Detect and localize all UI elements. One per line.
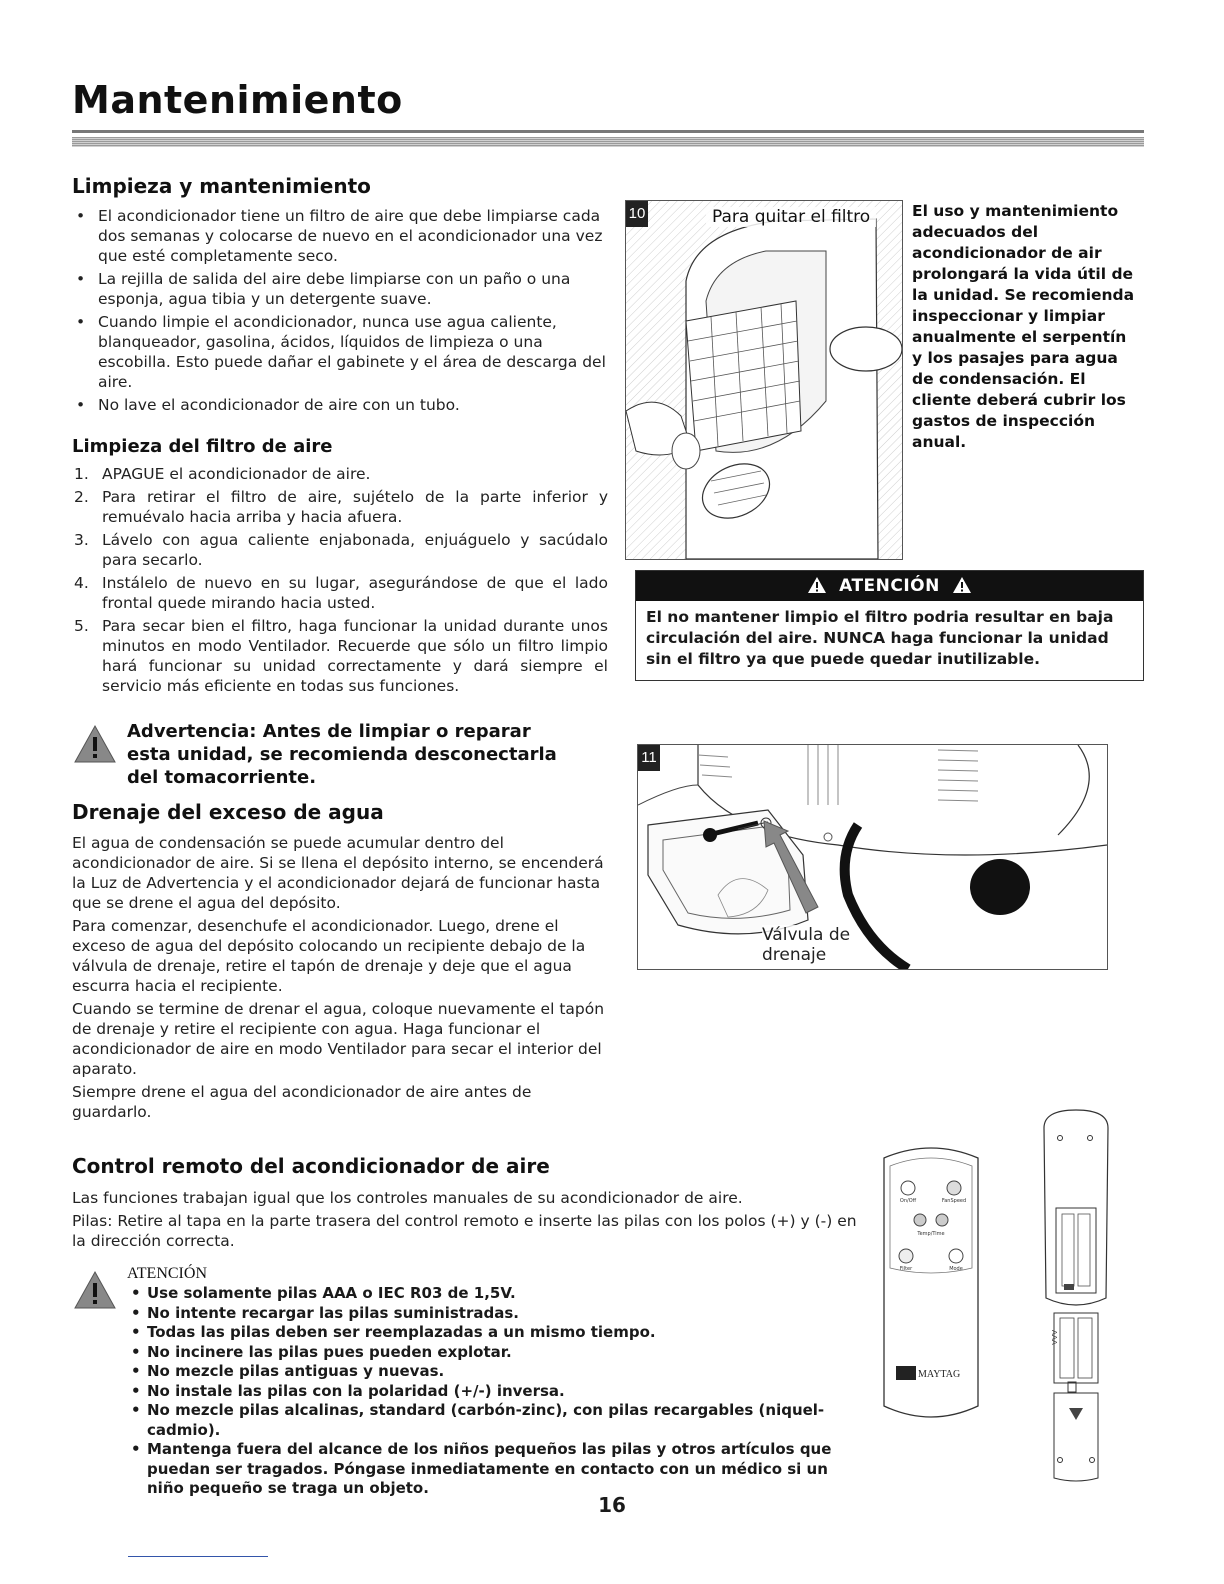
footer-line xyxy=(128,1556,268,1557)
remote-paragraph: Pilas: Retire al tapa en la parte trasera del control remoto e inserte las pilas con los polos (+) y (-) en la dirección correcta. xyxy=(72,1212,857,1250)
atencion-heading: ATENCIÓN xyxy=(839,576,940,596)
caution-item: • Todas las pilas deben ser reemplazadas a un mismo tiempo. xyxy=(127,1323,867,1343)
figure-number: 11 xyxy=(638,745,660,771)
figure-11 xyxy=(637,744,1108,970)
filter-label: Filter xyxy=(899,1266,913,1272)
atencion-text: El no mantener limpio el filtro podria resultar en baja circulación del aire. NUNCA haga funcionar la unidad sin el filtro ya que puede quedar inutilizable. xyxy=(646,608,1114,668)
remote-heading: Control remoto del acondicionador de aire xyxy=(72,1154,550,1178)
filter-section xyxy=(72,436,608,699)
filter-step xyxy=(72,530,608,570)
filter-removal-illustration xyxy=(626,201,902,559)
filter-heading: Limpieza del filtro de aire xyxy=(72,436,333,457)
filter-step xyxy=(72,573,608,613)
title-rule-band xyxy=(72,137,1144,147)
drain-section xyxy=(72,800,608,1125)
caution-item: • No incinere las pilas pues pueden explotar. xyxy=(127,1343,867,1363)
warning-triangle-icon xyxy=(952,574,972,604)
page-title: Mantenimiento xyxy=(72,78,403,122)
cleaning-heading: Limpieza y mantenimiento xyxy=(72,174,371,198)
step-text: Para retirar el filtro de aire, sujételo de la parte inferior y remuévalo hacia arriba y hacia afuera. xyxy=(102,488,608,526)
caution-item: • Mantenga fuera del alcance de los niños pequeños las pilas y otros artículos que puedan ser tragados. Póngase inmediatamente en contacto con un médico si un niño pequeño se traga un objeto. xyxy=(127,1440,867,1499)
cleaning-bullet: • El acondicionador tiene un filtro de aire que debe limpiarse cada dos semanas y colocarse de nuevo en el acondicionador una vez que esté completamente seco. xyxy=(72,206,612,266)
warning-text: Advertencia: Antes de limpiar o reparar esta unidad, se recomienda desconectarla del tomacorriente. xyxy=(127,721,557,788)
cleaning-bullets xyxy=(72,206,612,415)
warning-icon xyxy=(74,724,116,768)
drain-paragraph: El agua de condensación se puede acumular dentro del acondicionador de aire. Si se llena el depósito interno, se encenderá la Luz de Advertencia y el acondicionador dejará de funcionar hasta que se drene el agua del depósito. xyxy=(72,834,604,912)
remote-front-illustration xyxy=(876,1138,986,1426)
cleaning-bullet: • Cuando limpie el acondicionador, nunca use agua caliente, blanqueador, gasolina, ácidos, líquidos de limpieza o una escobilla. Esto puede dañar el gabinete y el área de descarga del aire. xyxy=(72,312,612,392)
caution-list xyxy=(127,1284,867,1499)
atencion-header xyxy=(636,571,1143,601)
figure-caption: Para quitar el filtro xyxy=(706,207,876,227)
battery-label: AAA xyxy=(1050,1330,1058,1345)
cleaning-bullet: • No lave el acondicionador de aire con un tubo. xyxy=(72,395,612,415)
step-number: 4. xyxy=(74,574,89,592)
step-number: 2. xyxy=(74,488,89,506)
on-off-label: On/Off xyxy=(899,1198,917,1204)
drain-paragraph: Cuando se termine de drenar el agua, coloque nuevamente el tapón de drenaje y retire el recipiente con agua. Haga funcionar el acondicionador de aire en modo Ventilador para secar el interior del aparato. xyxy=(72,1000,605,1078)
caution-block xyxy=(127,1265,867,1499)
mode-label: Mode xyxy=(949,1266,963,1272)
step-text: Para secar bien el filtro, haga funcionar la unidad durante unos minutos en modo Ventilador. Recuerde que sólo un filtro limpio hará funcionar su unidad correctamente y dará siempre el servicio más eficiente en todas sus funciones. xyxy=(102,617,608,695)
warning-triangle-icon xyxy=(74,1270,116,1310)
side-note: El uso y mantenimiento adecuados del acondicionador de air prolongará la vida útil de la unidad. Se recomienda inspeccionar y limpiar anualmente el serpentín y los pasajes para agua de condensación. El cliente deberá cubrir los gastos de inspección anual. xyxy=(912,202,1135,451)
filter-steps xyxy=(72,464,608,696)
figure-10 xyxy=(625,200,903,560)
step-number: 3. xyxy=(74,531,89,549)
filter-step xyxy=(72,464,608,484)
page-number: 16 xyxy=(598,1493,626,1517)
fan-speed-label: FanSpeed xyxy=(941,1198,967,1204)
atencion-box xyxy=(635,570,1144,681)
step-text: Lávelo con agua caliente enjabonada, enjuáguelo y sacúdalo para secarlo. xyxy=(102,531,608,569)
step-text: Instálelo de nuevo en su lugar, asegurándose de que el lado frontal quede mirando hacia usted. xyxy=(102,574,608,612)
figure-number: 10 xyxy=(626,201,648,227)
valve-label-line: drenaje xyxy=(762,945,827,965)
valve-label-line: Válvula de xyxy=(762,925,851,945)
remote-body xyxy=(72,1188,862,1251)
temp-time-label: Temp/Time xyxy=(917,1231,945,1237)
caution-item: • Use solamente pilas AAA o IEC R03 de 1,5V. xyxy=(127,1284,867,1304)
remote-section xyxy=(72,1154,862,1254)
step-text: APAGUE el acondicionador de aire. xyxy=(102,465,371,483)
step-number: 5. xyxy=(74,617,89,635)
valve-label xyxy=(762,925,850,965)
brand-logo: MAYTAG xyxy=(918,1369,961,1380)
caution-item: • No mezcle pilas antiguas y nuevas. xyxy=(127,1362,867,1382)
title-rule xyxy=(72,130,1144,133)
remote-back-illustration xyxy=(1040,1108,1112,1484)
drain-paragraph: Siempre drene el agua del acondicionador de aire antes de guardarlo. xyxy=(72,1083,532,1121)
cleaning-section xyxy=(72,174,612,418)
remote-paragraph: Las funciones trabajan igual que los controles manuales de su acondicionador de aire. xyxy=(72,1189,743,1207)
drain-valve-illustration xyxy=(638,745,1107,969)
caution-item: • No mezcle pilas alcalinas, standard (carbón-zinc), con pilas recargables (niquel-cadmio). xyxy=(127,1401,867,1440)
caution-heading: ATENCIÓN xyxy=(127,1265,207,1282)
cleaning-bullet: • La rejilla de salida del aire debe limpiarse con un paño o una esponja, agua tibia y un detergente suave. xyxy=(72,269,612,309)
filter-step xyxy=(72,616,608,696)
caution-icon xyxy=(74,1270,116,1314)
drain-body xyxy=(72,833,608,1122)
caution-item: • No intente recargar las pilas suministradas. xyxy=(127,1304,867,1324)
caution-item: • No instale las pilas con la polaridad (+/-) inversa. xyxy=(127,1382,867,1402)
drain-paragraph: Para comenzar, desenchufe el acondicionador. Luego, drene el exceso de agua del depósito colocando un recipiente debajo de la válvula de drenaje, retire el tapón de drenaje y deje que el agua escurra hacia el recipiente. xyxy=(72,917,586,995)
warning-triangle-icon xyxy=(807,574,827,604)
filter-step xyxy=(72,487,608,527)
step-number: 1. xyxy=(74,465,89,483)
drain-heading: Drenaje del exceso de agua xyxy=(72,800,384,824)
warning-triangle-icon xyxy=(74,724,116,764)
